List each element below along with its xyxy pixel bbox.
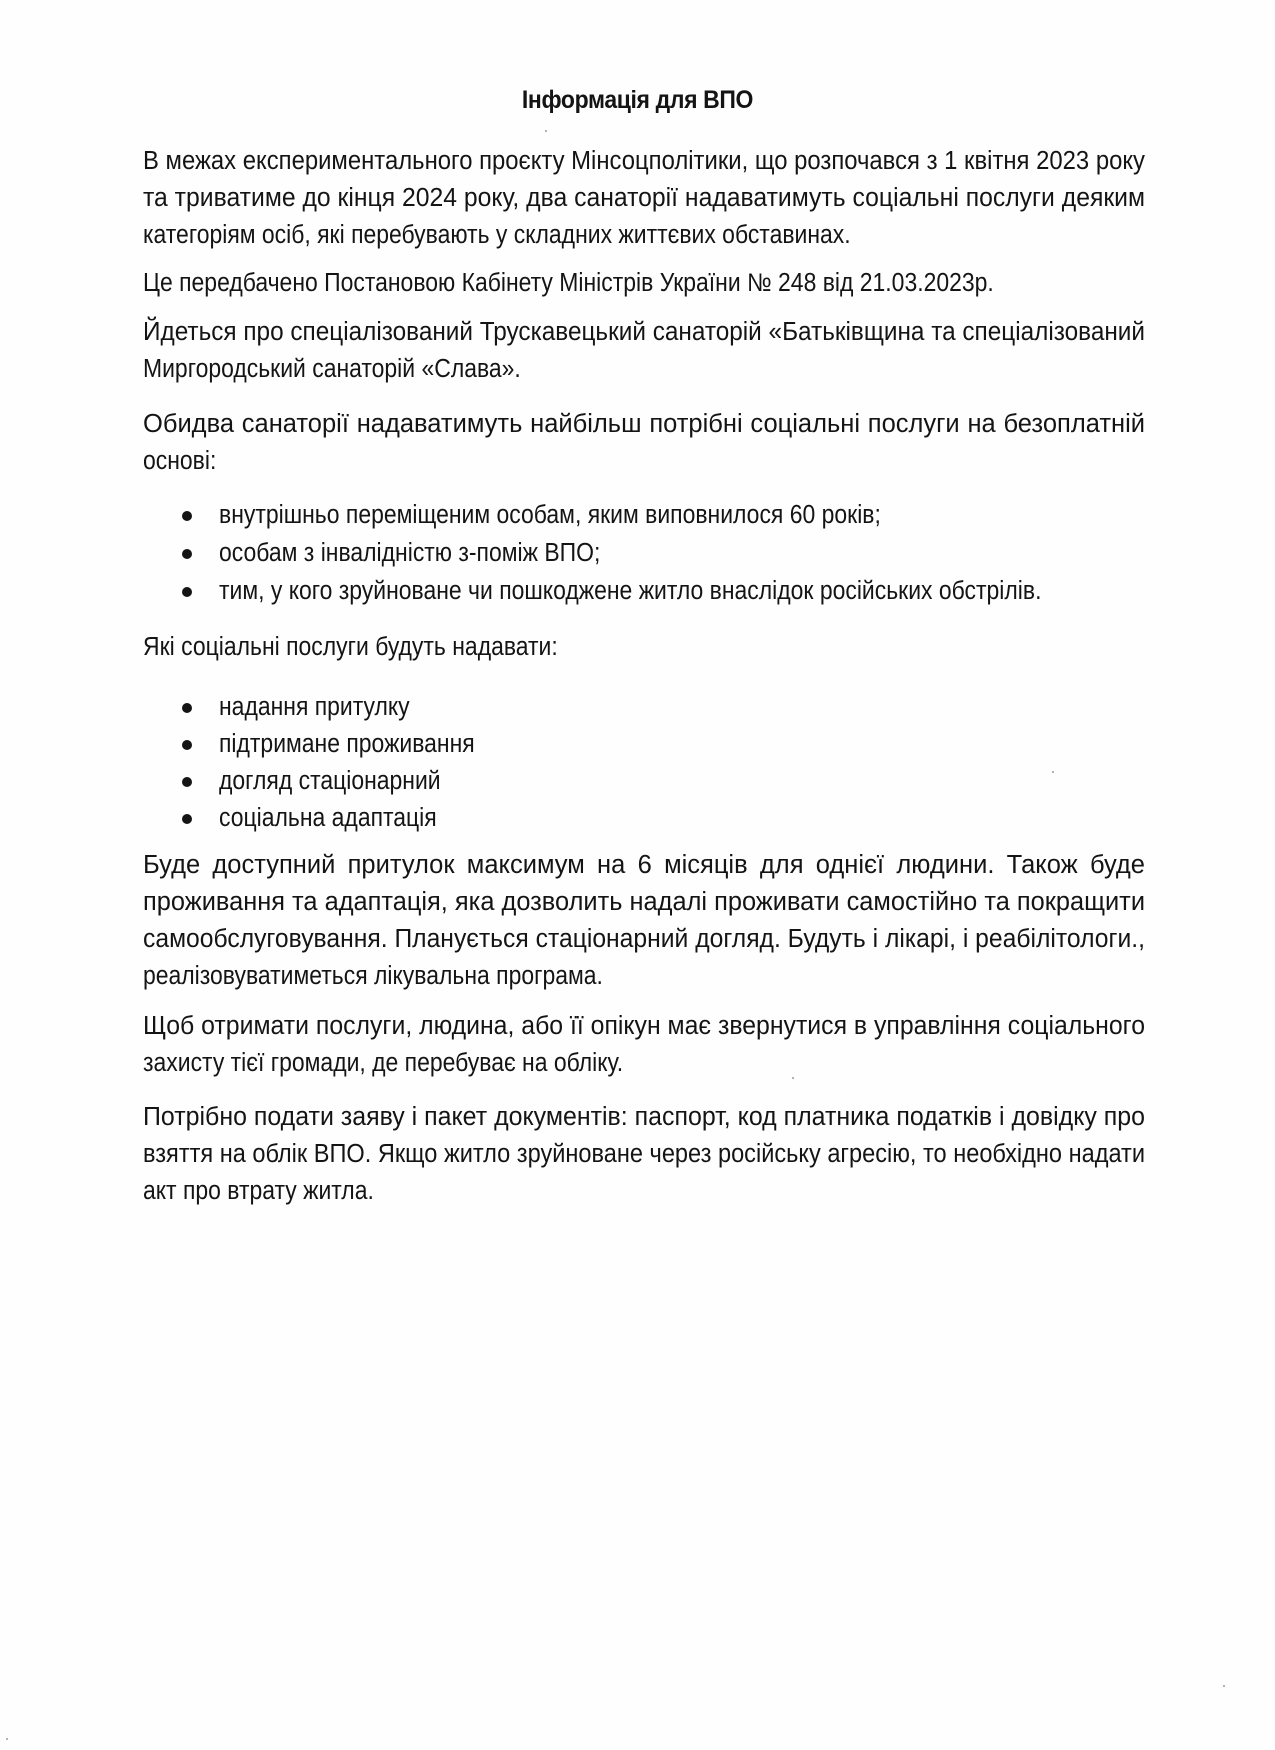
bullet-icon [182,703,192,713]
text-line: категоріям осіб, які перебувають у складних життєвих обставинах. [143,221,851,249]
scan-speck [1223,1685,1225,1687]
text-line: захисту тієї громади, де перебуває на обліку. [143,1049,624,1077]
text-line: Це передбачено Постановою Кабінету Міністрів України № 248 від 21.03.2023р. [143,269,994,297]
document-title: Інформація для ВПО [521,86,754,114]
scanned-page: Інформація для ВПО В межах експериментального проєкту Мінсоцполітики, що розпочався з 1 квітня 2023 року та триватиме до кінця 2024 року, два санаторії надаватимуть соціальні послуги деяким категоріям осіб, які перебувають у складних життєвих обставинах. Це передбачено Постановою Кабінету Міністрів України № 248 від 21.03.2023р. Йдеться про спеціалізований Трускавецький санаторій «Батьківщина та спеціалізований Миргородський санаторій «Слава». Обидва санаторії надаватимуть найбільш потрібні соціальні послуги на безоплатній основі: внутрішньо переміщеним особам, яким виповнилося 60 років; особам з інвалідністю з-поміж ВПО; тим, у кого зруйноване чи пошкоджене житло внаслідок російських обстрілів. Які соціальні послуги будуть надавати: надання притулку підтримане проживання догляд стаціонарний соціальна адаптація Буде доступний притулок максимум на 6 місяців для однієї людини. Також буде проживання та адаптація, яка дозволить надалі проживати самостійно та покращити самообслуговування. Планується стаціонарний догляд. Будуть і лікарі, і реабілітологи., реалізовуватиметься лікувальна програма. Щоб отримати послуги, людина, або її опікун має звернутися в управління соціального захисту тієї громади, де перебуває на обліку. Потрібно подати заяву і пакет документів: паспорт, код платника податків і довідку про взяття на облік ВПО. Якщо житло зруйноване через російську агресію, то необхідно надати акт про втрату житла. [0,0,1275,1750]
text-line: Потрібно подати заяву і пакет документів: паспорт, код платника податків і довідку про [143,1103,1145,1131]
text-line: В межах експериментального проєкту Мінсоцполітики, що розпочався з 1 квітня 2023 року [143,147,1145,175]
scan-speck [1052,771,1054,773]
scan-speck [6,1738,8,1740]
scan-speck [792,1077,794,1079]
text-line: та триватиме до кінця 2024 року, два санаторії надаватимуть соціальні послуги деяким [143,184,1145,212]
text-line: Йдеться про спеціалізований Трускавецький санаторій «Батьківщина та спеціалізований [143,318,1145,346]
bullet-icon [182,549,192,559]
bullet-icon [182,814,192,824]
text-line: основі: [143,447,217,475]
bullet-icon [182,777,192,787]
text-line: проживання та адаптація, яка дозволить надалі проживати самостійно та покращити [143,888,1145,916]
text-line: акт про втрату житла. [143,1177,374,1205]
bullet-icon [182,511,192,521]
text-line: Миргородський санаторій «Слава». [143,355,521,383]
text-line: Щоб отримати послуги, людина, або її опікун має звернутися в управління соціального [143,1012,1145,1040]
text-line: реалізовуватиметься лікувальна програма. [143,962,603,990]
bullet-icon [182,587,192,597]
scan-speck [545,130,547,132]
bullet-icon [182,740,192,750]
text-line: Обидва санаторії надаватимуть найбільш потрібні соціальні послуги на безоплатній [143,410,1145,438]
text-line: взяття на облік ВПО. Якщо житло зруйноване через російську агресію, то необхідно надати [143,1140,1145,1168]
services-heading: Які соціальні послуги будуть надавати: [143,633,558,661]
text-line: самообслуговування. Планується стаціонарний догляд. Будуть і лікарі, і реабілітологи., [143,925,1145,953]
text-line: Буде доступний притулок максимум на 6 місяців для однієї людини. Також буде [143,851,1145,879]
